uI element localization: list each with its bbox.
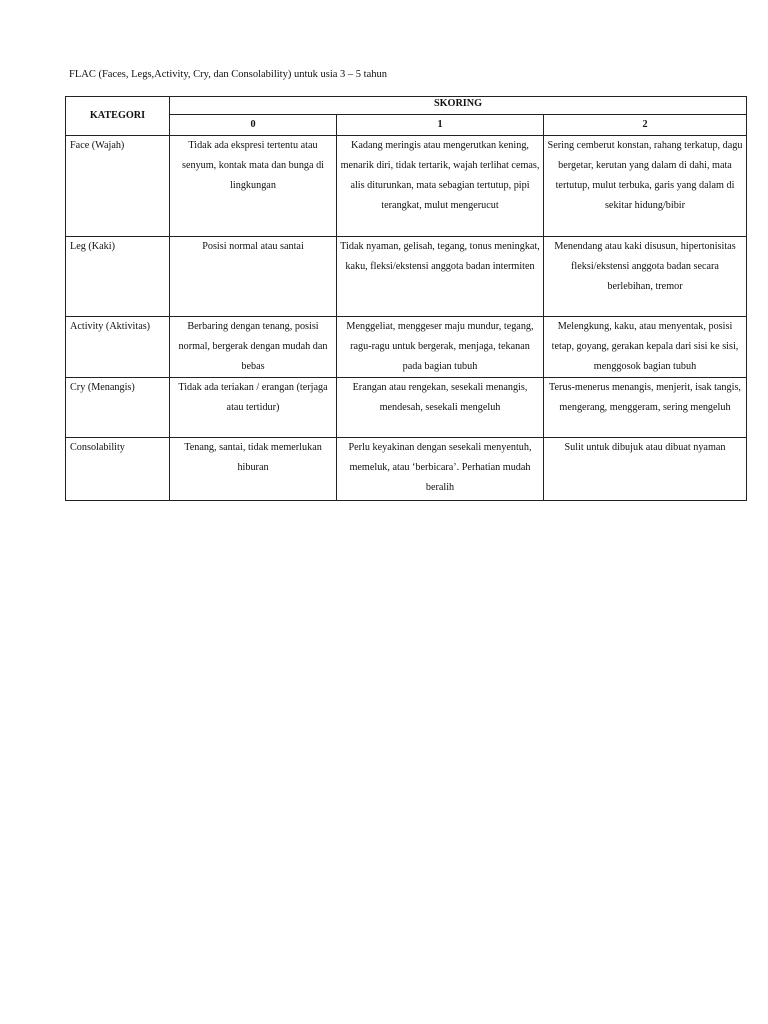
category-header: KATEGORI: [66, 97, 170, 136]
category-cell: Consolability: [66, 438, 170, 501]
score-0-cell: Tidak ada teriakan / erangan (terjaga atau tertidur): [170, 378, 337, 438]
score-1-header: 1: [337, 115, 544, 136]
table-header-row: [66, 97, 747, 115]
category-cell: Face (Wajah): [66, 136, 170, 237]
score-2-cell: Terus-menerus menangis, menjerit, isak tangis, mengerang, menggeram, sering mengeluh: [544, 378, 747, 438]
table-row: [66, 136, 747, 237]
table-row: [66, 317, 747, 378]
score-2-cell: Menendang atau kaki disusun, hipertonisitas fleksi/ekstensi anggota badan secara berlebihan, tremor: [544, 237, 747, 317]
category-cell: Leg (Kaki): [66, 237, 170, 317]
table-row: [66, 237, 747, 317]
score-0-cell: Posisi normal atau santai: [170, 237, 337, 317]
table-row: [66, 378, 747, 438]
category-cell: Activity (Aktivitas): [66, 317, 170, 378]
score-1-cell: Tidak nyaman, gelisah, tegang, tonus meningkat, kaku, fleksi/ekstensi anggota badan intermiten: [337, 237, 544, 317]
score-1-cell: Menggeliat, menggeser maju mundur, tegang, ragu-ragu untuk bergerak, menjaga, tekanan pada bagian tubuh: [337, 317, 544, 378]
score-0-cell: Berbaring dengan tenang, posisi normal, bergerak dengan mudah dan bebas: [170, 317, 337, 378]
score-0-cell: Tidak ada ekspresi tertentu atau senyum, kontak mata dan bunga di lingkungan: [170, 136, 337, 237]
score-1-cell: Kadang meringis atau mengerutkan kening, menarik diri, tidak tertarik, wajah terlihat cemas, alis diturunkan, mata sebagian tertutup, pipi terangkat, mulut mengerucut: [337, 136, 544, 237]
score-1-cell: Erangan atau rengekan, sesekali menangis, mendesah, sesekali mengeluh: [337, 378, 544, 438]
score-1-cell: Perlu keyakinan dengan sesekali menyentuh, memeluk, atau ‘berbicara’. Perhatian mudah beralih: [337, 438, 544, 501]
scoring-header: SKORING: [170, 97, 747, 115]
score-2-header: 2: [544, 115, 747, 136]
score-2-cell: Sering cemberut konstan, rahang terkatup, dagu bergetar, kerutan yang dalam di dahi, mata tertutup, mulut terbuka, garis yang dalam di sekitar hidung/bibir: [544, 136, 747, 237]
document-title: FLAC (Faces, Legs,Activity, Cry, dan Consolability) untuk usia 3 – 5 tahun: [69, 69, 387, 80]
score-0-header: 0: [170, 115, 337, 136]
score-0-cell: Tenang, santai, tidak memerlukan hiburan: [170, 438, 337, 501]
flacc-table: [65, 96, 747, 501]
category-cell: Cry (Menangis): [66, 378, 170, 438]
score-2-cell: Melengkung, kaku, atau menyentak, posisi tetap, goyang, gerakan kepala dari sisi ke sisi, menggosok bagian tubuh: [544, 317, 747, 378]
table-row: [66, 438, 747, 501]
score-2-cell: Sulit untuk dibujuk atau dibuat nyaman: [544, 438, 747, 501]
